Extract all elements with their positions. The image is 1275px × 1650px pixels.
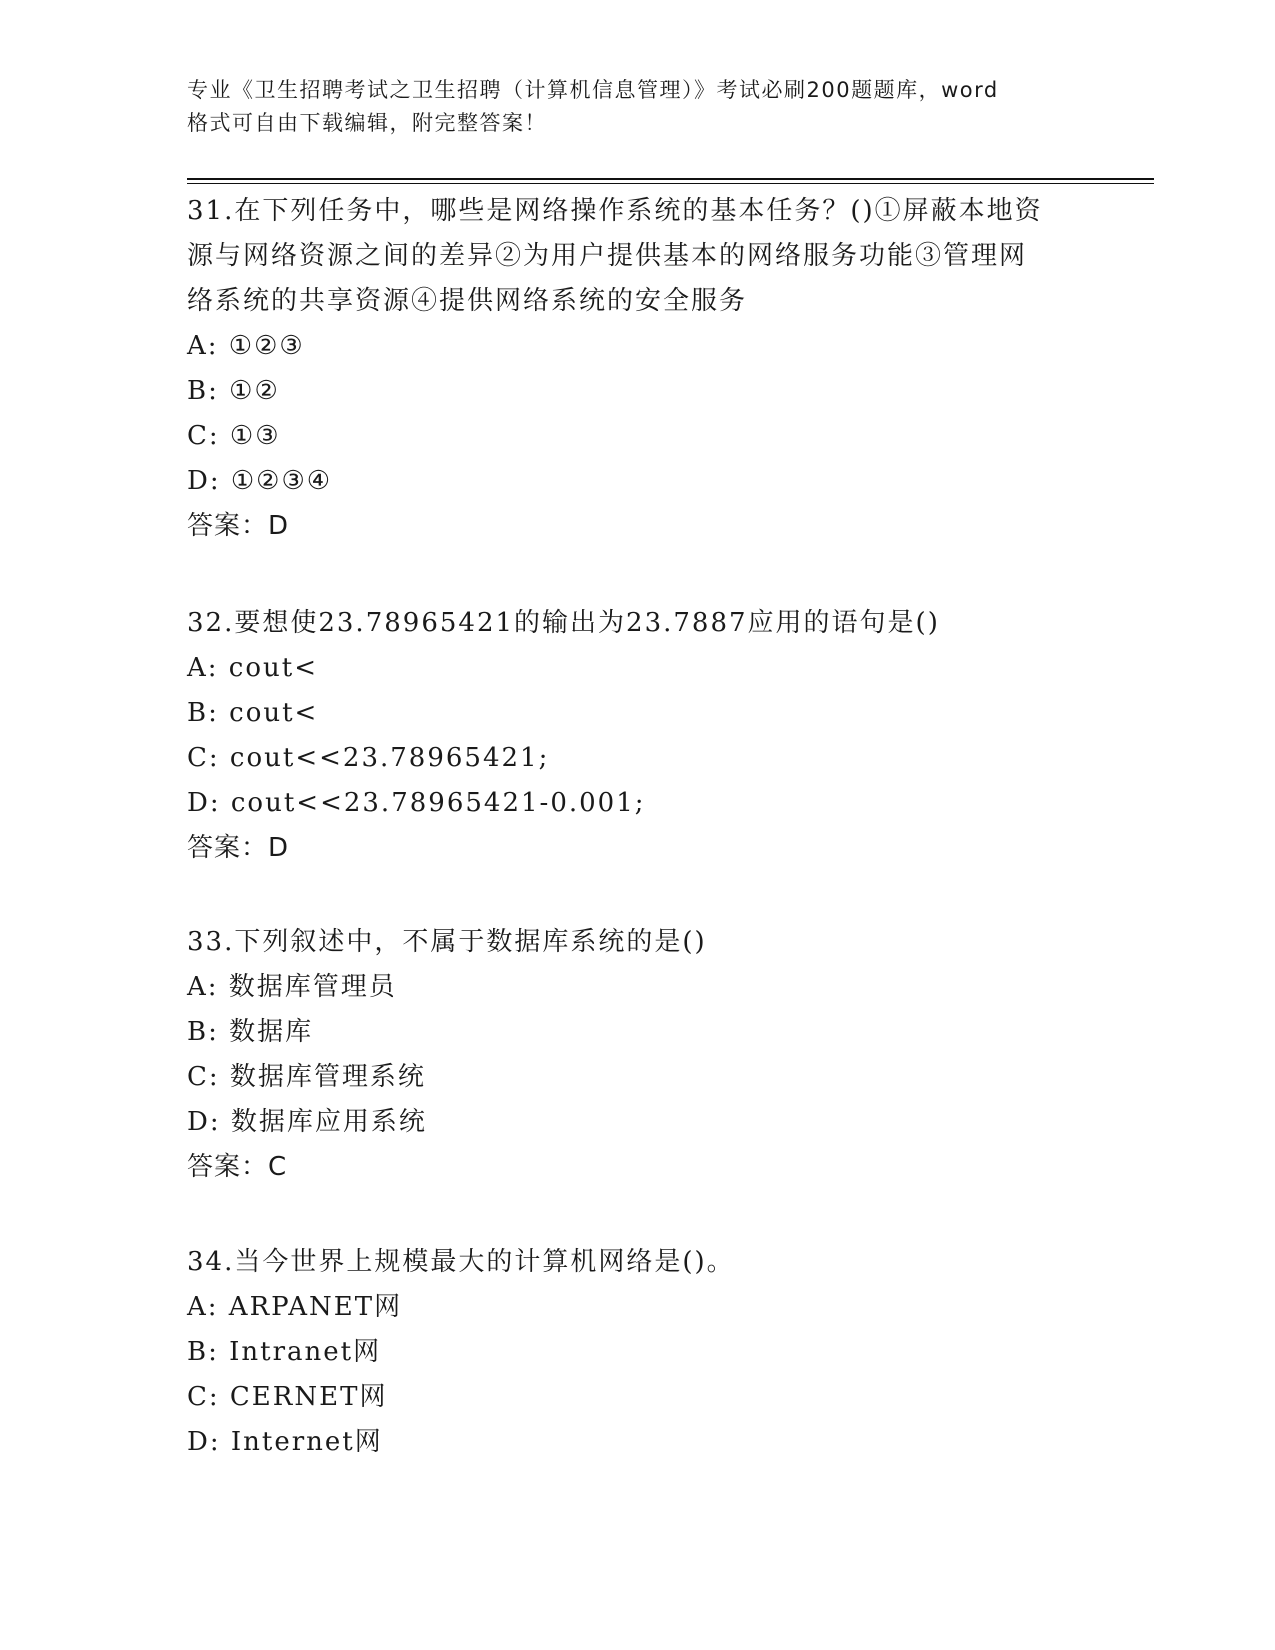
question-stem-line: 源与网络资源之间的差异②为用户提供基本的网络服务功能③管理网 [187, 241, 1028, 271]
question-stem [187, 920, 1087, 965]
question-stem-line: 34.当今世界上规模最大的计算机网络是()。 [187, 1247, 735, 1277]
option-c: C: cout<<23.78965421; [187, 743, 550, 773]
document-header [187, 74, 1087, 140]
option-d: D: ①②③④ [187, 466, 333, 496]
option-b: B: 数据库 [187, 1017, 314, 1047]
header-line-2: 格式可自由下载编辑，附完整答案！ [187, 111, 547, 135]
question-stem-line: 33.下列叙述中，不属于数据库系统的是() [187, 927, 707, 957]
option-d: D: Internet网 [187, 1427, 383, 1457]
option-c: C: 数据库管理系统 [187, 1062, 426, 1092]
question-32 [187, 601, 1087, 871]
header-divider-thick [187, 178, 1154, 180]
answer-label: 答案：D [187, 511, 290, 541]
answer-label: 答案：C [187, 1152, 288, 1182]
option-b: B: cout< [187, 698, 319, 728]
header-divider-thin [187, 183, 1154, 184]
option-b: B: Intranet网 [187, 1337, 382, 1367]
option-a: A: ARPANET网 [187, 1292, 403, 1322]
option-a: A: 数据库管理员 [187, 972, 397, 1002]
option-c: C: CERNET网 [187, 1382, 388, 1412]
option-c: C: ①③ [187, 421, 281, 451]
question-stem-line: 31.在下列任务中，哪些是网络操作系统的基本任务？()①屏蔽本地资 [187, 196, 1043, 226]
header-line-1: 专业《卫生招聘考试之卫生招聘（计算机信息管理）》考试必刷200题题库，word [187, 78, 999, 102]
question-stem [187, 601, 1087, 646]
question-stem [187, 1240, 1087, 1285]
option-d: D: cout<<23.78965421-0.001; [187, 788, 646, 818]
option-a: A: ①②③ [187, 331, 305, 361]
option-a: A: cout< [187, 653, 318, 683]
question-stem-line: 络系统的共享资源④提供网络系统的安全服务 [187, 286, 748, 316]
question-31 [187, 189, 1087, 549]
option-b: B: ①② [187, 376, 280, 406]
answer-label: 答案：D [187, 833, 290, 863]
question-stem-line: 32.要想使23.78965421的输出为23.7887应用的语句是() [187, 608, 940, 638]
question-34 [187, 1240, 1087, 1465]
option-d: D: 数据库应用系统 [187, 1107, 427, 1137]
question-stem [187, 189, 1087, 324]
question-33 [187, 920, 1087, 1190]
